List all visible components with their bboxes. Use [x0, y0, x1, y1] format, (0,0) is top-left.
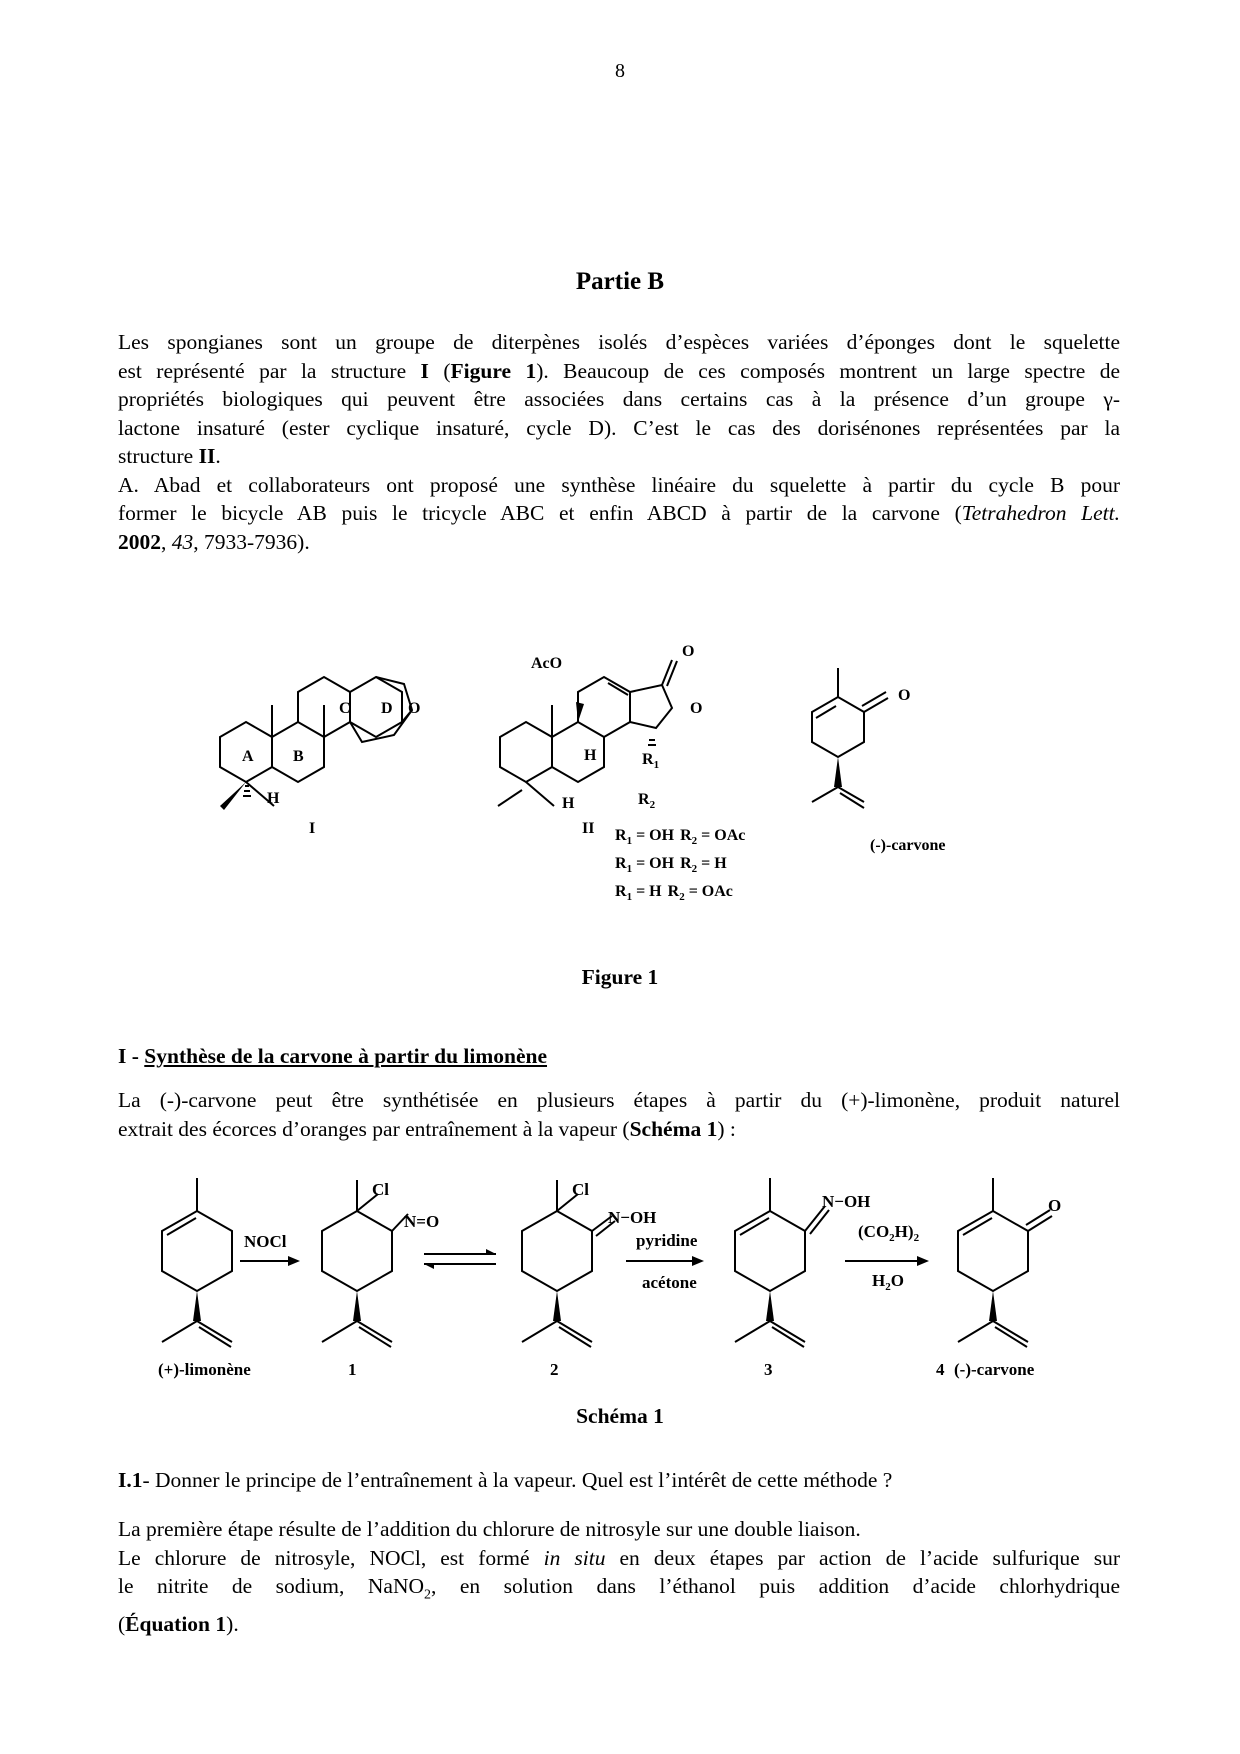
- italic-term: in situ: [543, 1545, 606, 1570]
- question-I1: [118, 1466, 1120, 1495]
- intro-line: propriétés biologiques qui peuvent être associées dans certains cas à la présence d’un groupe γ-: [118, 387, 1120, 411]
- ring-label: C: [339, 700, 351, 717]
- section-paragraph: [118, 1086, 1120, 1143]
- compound-label: 3: [764, 1360, 773, 1379]
- equation-ref: Équation 1: [125, 1611, 227, 1636]
- paragraph-line: en deux étapes par action de l’acide sulfurique sur: [605, 1545, 1121, 1570]
- figure-1: [0, 620, 1240, 910]
- scheme-ref: Schéma 1: [629, 1116, 718, 1141]
- paragraph-line: La première étape résulte de l’addition du chlorure de nitrosyle sur une double liaison.: [118, 1517, 861, 1541]
- subscript: 2: [424, 1587, 431, 1603]
- intro-line: est représenté par la structure: [118, 358, 421, 383]
- intro-line: lactone insaturé (ester cyclique insaturé, cycle D). C’est le cas des dorisénones représentées par la: [118, 415, 1120, 440]
- carvone-label: (-)-carvone: [870, 837, 946, 854]
- paragraph-line: ).: [226, 1611, 239, 1636]
- separator: ,: [161, 529, 172, 554]
- page-number: 8: [615, 60, 625, 82]
- aco-label: AcO: [531, 655, 563, 672]
- variant-row: $R_1$ = OH $R_2$ = OAc: [615, 827, 746, 847]
- intro-line: ). Beaucoup de ces composés montrent un large spectre de: [536, 358, 1120, 383]
- paragraph-line: extrait des écorces d’oranges par entraînement à la vapeur (: [118, 1116, 630, 1141]
- question-text: - Donner le principe de l’entraînement à la vapeur. Quel est l’intérêt de cette méthode ?: [142, 1468, 893, 1492]
- intro-line: Les spongianes sont un groupe de diterpènes isolés d’espèces variées d’éponges dont le squelette: [118, 330, 1120, 354]
- intro-line: (: [428, 358, 451, 383]
- reagent-label: NOCl: [244, 1232, 287, 1251]
- variant-row: $R_1$ = OH $R_2 = H$: [615, 855, 727, 875]
- nocl-paragraph: [118, 1515, 1120, 1638]
- structure-ref: I: [420, 358, 429, 383]
- journal-volume: 43: [171, 529, 194, 554]
- reagent-label: pyridine: [636, 1231, 698, 1250]
- paragraph-line: ) :: [717, 1116, 736, 1141]
- paragraph-line: (: [118, 1611, 126, 1636]
- section-prefix: I -: [118, 1044, 145, 1068]
- compound-label: 2: [550, 1360, 559, 1379]
- oxygen-label: O: [682, 643, 695, 660]
- intro-line: structure: [118, 444, 199, 468]
- abad-line: A. Abad et collaborateurs ont proposé une synthèse linéaire du squelette à partir du cycle B pour: [118, 472, 1120, 497]
- reagent-label: $(CO_2H)_2$: [858, 1222, 920, 1244]
- intro-line: .: [215, 444, 221, 468]
- ring-label: A: [242, 748, 254, 765]
- structure-label: I: [309, 820, 316, 837]
- scheme-1: [0, 1160, 1240, 1380]
- ring-label: B: [293, 748, 304, 765]
- hydrogen-label: H: [584, 747, 597, 764]
- paragraph-line: le nitrite de sodium, NaNO: [118, 1574, 424, 1598]
- figure-ref: Figure 1: [450, 358, 537, 383]
- question-label: I.1: [118, 1468, 143, 1492]
- hydrogen-label: H: [562, 795, 575, 812]
- reagent-label: acétone: [642, 1273, 697, 1292]
- atom-label: N−OH: [608, 1208, 657, 1227]
- oxygen-label: O: [690, 700, 703, 717]
- paragraph-line: , en solution dans l’éthanol puis addition d’acide chlorhydrique: [431, 1574, 1120, 1598]
- abad-line: former le bicycle AB puis le tricycle ABC et enfin ABCD à partir de la carvone (: [118, 501, 962, 525]
- paragraph-line: Le chlorure de nitrosyle, NOCl, est formé: [118, 1545, 544, 1570]
- paragraph-line: La (-)-carvone peut être synthétisée en plusieurs étapes à partir du (+)-limonène, produit naturel: [118, 1088, 1120, 1112]
- compound-label: (+)-limonène: [158, 1360, 251, 1379]
- section-title-text: Synthèse de la carvone à partir du limonène: [144, 1044, 548, 1068]
- compound-label: 1: [348, 1360, 357, 1379]
- atom-label: O: [1048, 1196, 1062, 1215]
- section-title: Partie B: [575, 268, 665, 295]
- structure-label: II: [582, 820, 595, 837]
- atom-label: Cl: [372, 1180, 389, 1199]
- journal-pages: , 7933-7936).: [193, 529, 310, 554]
- journal-year: 2002: [118, 529, 161, 554]
- ring-D: [350, 677, 402, 737]
- oxygen-label: O: [898, 687, 911, 704]
- compound-label: 4: [936, 1360, 945, 1379]
- intro-paragraph: [118, 328, 1120, 556]
- atom-label: N=O: [404, 1212, 440, 1231]
- variant-row: $R_1 = H$ $R_2$ = OAc: [615, 883, 733, 903]
- hydrogen-label: H: [267, 790, 280, 807]
- oxygen-label: O: [408, 700, 421, 717]
- journal-name: Tetrahedron Lett.: [961, 501, 1120, 525]
- r1-label: $R_1$: [642, 751, 660, 771]
- section-heading: [118, 1042, 1120, 1071]
- ring-label: D: [381, 700, 393, 717]
- figure-caption: Figure 1: [581, 965, 659, 989]
- scheme-caption: Schéma 1: [576, 1404, 664, 1428]
- r2-label: $R_2$: [638, 791, 656, 811]
- atom-label: N−OH: [822, 1192, 871, 1211]
- atom-label: Cl: [572, 1180, 589, 1199]
- structure-ref: II: [198, 444, 216, 468]
- reagent-label: $H_2O$: [872, 1271, 904, 1293]
- compound-label: (-)-carvone: [954, 1360, 1035, 1379]
